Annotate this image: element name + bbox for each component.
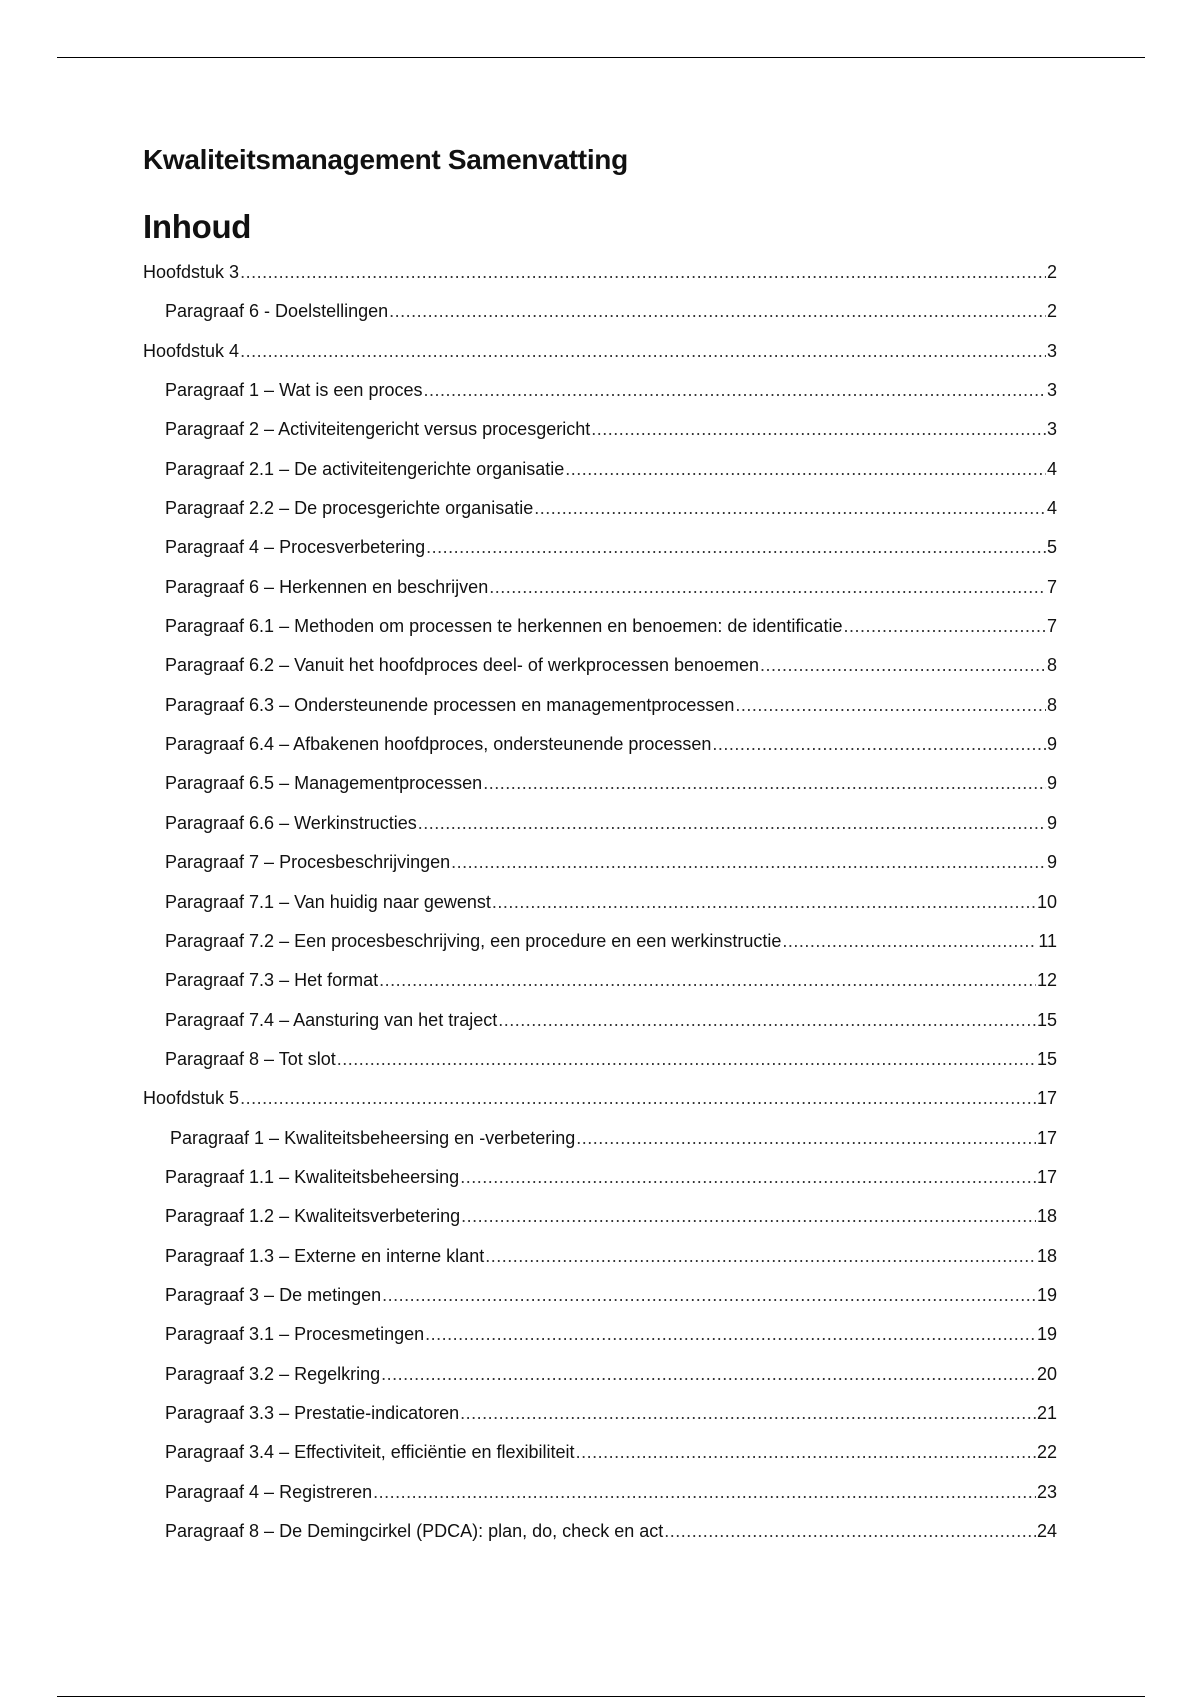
toc-entry[interactable]	[143, 970, 1057, 1009]
toc-entry[interactable]	[143, 262, 1057, 301]
toc-dot-leader	[381, 1364, 1036, 1385]
toc-entry[interactable]	[143, 577, 1057, 616]
toc-entry[interactable]	[143, 773, 1057, 812]
toc-entry-page-number: 18	[1036, 1245, 1057, 1266]
toc-entry-page-number: 15	[1036, 1009, 1057, 1030]
toc-dot-leader	[461, 1206, 1036, 1227]
toc-entry-label: Paragraaf 6.4 – Afbakenen hoofdproces, ondersteunende processen	[165, 734, 712, 755]
toc-entry[interactable]	[143, 1049, 1057, 1088]
toc-entry[interactable]	[143, 498, 1057, 537]
top-rule	[57, 57, 1145, 58]
toc-dot-leader	[843, 616, 1046, 637]
toc-dot-leader	[389, 301, 1046, 322]
toc-entry-label: Paragraaf 2.1 – De activiteitengerichte organisatie	[165, 458, 565, 479]
toc-entry[interactable]	[143, 1521, 1057, 1560]
toc-entry-page-number: 3	[1046, 340, 1057, 361]
toc-dot-leader	[426, 537, 1046, 558]
toc-entry-page-number: 9	[1046, 812, 1057, 833]
toc-entry-page-number: 7	[1046, 576, 1057, 597]
toc-entry-page-number: 24	[1036, 1521, 1057, 1541]
toc-entry[interactable]	[143, 1442, 1057, 1481]
toc-dot-leader	[485, 1246, 1036, 1267]
bottom-rule	[57, 1696, 1145, 1697]
toc-entry[interactable]	[143, 301, 1057, 340]
toc-entry-page-number: 9	[1046, 734, 1057, 755]
toc-dot-leader	[240, 1088, 1036, 1109]
toc-entry-label: Paragraaf 2 – Activiteitengericht versus procesgericht	[165, 419, 591, 440]
toc-entry-label: Paragraaf 1.2 – Kwaliteitsverbetering	[165, 1206, 461, 1227]
toc-entry-page-number: 19	[1036, 1284, 1057, 1305]
toc-dot-leader	[576, 1128, 1036, 1149]
toc-entry-label: Paragraaf 3.2 – Regelkring	[165, 1363, 381, 1384]
toc-entry-label: Paragraaf 7 – Procesbeschrijvingen	[165, 852, 451, 873]
toc-dot-leader	[782, 931, 1037, 952]
toc-entry-label: Paragraaf 3 – De metingen	[165, 1284, 382, 1305]
toc-entry-page-number: 3	[1046, 419, 1057, 440]
toc-entry[interactable]	[143, 1403, 1057, 1442]
toc-entry-label: Paragraaf 6.1 – Methoden om processen te herkennen en benoemen: de identificatie	[165, 616, 843, 637]
toc-entry-label: Paragraaf 6.3 – Ondersteunende processen en managementprocessen	[165, 694, 735, 715]
toc-dot-leader	[418, 813, 1046, 834]
toc-dot-leader	[712, 734, 1046, 755]
toc-dot-leader	[337, 1049, 1036, 1070]
toc-dot-leader	[451, 852, 1046, 873]
toc-entry-label: Paragraaf 7.1 – Van huidig naar gewenst	[165, 891, 491, 912]
toc-entry[interactable]	[143, 380, 1057, 419]
toc-entry-page-number: 20	[1036, 1363, 1057, 1384]
toc-entry-page-number: 4	[1046, 498, 1057, 519]
toc-dot-leader	[534, 498, 1046, 519]
toc-entry-page-number: 17	[1036, 1166, 1057, 1187]
toc-entry-label: Paragraaf 1.1 – Kwaliteitsbeheersing	[165, 1166, 460, 1187]
toc-entry-page-number: 3	[1046, 380, 1057, 401]
toc-entry-page-number: 2	[1046, 262, 1057, 282]
toc-entry-page-number: 23	[1036, 1481, 1057, 1502]
toc-entry-label: Paragraaf 7.4 – Aansturing van het traject	[165, 1009, 498, 1030]
toc-entry-label: Paragraaf 8 – De Demingcirkel (PDCA): plan, do, check en act	[165, 1521, 664, 1541]
document-title: Kwaliteitsmanagement Samenvatting	[143, 144, 628, 175]
toc-dot-leader	[460, 1403, 1036, 1424]
toc-entry-page-number: 18	[1036, 1206, 1057, 1227]
toc-entry-page-number: 8	[1046, 694, 1057, 715]
toc-dot-leader	[379, 970, 1036, 991]
toc-dot-leader	[483, 773, 1046, 794]
toc-dot-leader	[664, 1521, 1036, 1542]
toc-dot-leader	[576, 1442, 1036, 1463]
toc-dot-leader	[760, 655, 1046, 676]
toc-entry[interactable]	[143, 419, 1057, 458]
toc-entry-label: Paragraaf 4 – Procesverbetering	[165, 537, 426, 558]
toc-entry-label: Paragraaf 1 – Kwaliteitsbeheersing en -verbetering	[170, 1127, 576, 1148]
toc-entry-page-number: 8	[1046, 655, 1057, 676]
toc-entry-page-number: 4	[1046, 458, 1057, 479]
toc-entry-page-number: 19	[1036, 1324, 1057, 1345]
toc-entry-page-number: 5	[1046, 537, 1057, 558]
toc-entry-label: Hoofdstuk 4	[143, 340, 240, 361]
toc-entry[interactable]	[143, 1324, 1057, 1363]
toc-entry-label: Paragraaf 3.3 – Prestatie-indicatoren	[165, 1402, 460, 1423]
toc-heading: Inhoud	[143, 208, 252, 245]
toc-entry-label: Hoofdstuk 3	[143, 262, 240, 282]
toc-entry[interactable]	[143, 616, 1057, 655]
toc-entry-page-number: 15	[1036, 1048, 1057, 1069]
toc-entry-label: Paragraaf 6.2 – Vanuit het hoofdproces deel- of werkprocessen benoemen	[165, 655, 760, 676]
toc-entry[interactable]	[143, 1128, 1057, 1167]
toc-entry-label: Paragraaf 7.3 – Het format	[165, 970, 379, 991]
toc-entry-label: Paragraaf 6.6 – Werkinstructies	[165, 812, 417, 833]
toc-dot-leader	[498, 1010, 1036, 1031]
toc-entry[interactable]	[143, 1088, 1057, 1127]
toc-entry[interactable]	[143, 931, 1057, 970]
toc-entry-label: Paragraaf 4 – Registreren	[165, 1481, 373, 1502]
toc-dot-leader	[492, 892, 1036, 913]
toc-dot-leader	[489, 577, 1046, 598]
toc-entry-page-number: 22	[1036, 1442, 1057, 1463]
toc-entry[interactable]	[143, 813, 1057, 852]
toc-entry[interactable]	[143, 852, 1057, 891]
toc-entry-page-number: 2	[1046, 301, 1057, 322]
toc-entry-label: Paragraaf 2.2 – De procesgerichte organisatie	[165, 498, 534, 519]
toc-entry-page-number: 17	[1036, 1088, 1057, 1109]
toc-entry[interactable]	[143, 1482, 1057, 1521]
toc-entry-label: Paragraaf 8 – Tot slot	[165, 1048, 336, 1069]
toc-dot-leader	[425, 1324, 1036, 1345]
toc-entry-label: Paragraaf 6 - Doelstellingen	[165, 301, 389, 322]
toc-entry-page-number: 12	[1036, 970, 1057, 991]
toc-entry-label: Paragraaf 7.2 – Een procesbeschrijving, een procedure en een werkinstructie	[165, 930, 782, 951]
toc-dot-leader	[460, 1167, 1036, 1188]
toc-entry-label: Hoofdstuk 5	[143, 1088, 240, 1109]
table-of-contents	[143, 262, 1057, 1560]
toc-dot-leader	[373, 1482, 1036, 1503]
toc-entry-page-number: 11	[1038, 930, 1057, 951]
toc-entry[interactable]	[143, 1246, 1057, 1285]
toc-dot-leader	[735, 695, 1046, 716]
toc-entry[interactable]	[143, 655, 1057, 694]
toc-entry[interactable]	[143, 1206, 1057, 1245]
toc-dot-leader	[591, 419, 1046, 440]
toc-dot-leader	[423, 380, 1046, 401]
toc-entry[interactable]	[143, 892, 1057, 931]
toc-entry[interactable]	[143, 1364, 1057, 1403]
toc-entry[interactable]	[143, 695, 1057, 734]
toc-dot-leader	[382, 1285, 1036, 1306]
toc-entry[interactable]	[143, 1010, 1057, 1049]
toc-entry[interactable]	[143, 734, 1057, 773]
toc-entry-label: Paragraaf 3.1 – Procesmetingen	[165, 1324, 425, 1345]
toc-entry-label: Paragraaf 3.4 – Effectiviteit, efficiëntie en flexibiliteit	[165, 1442, 575, 1463]
toc-entry-page-number: 7	[1046, 616, 1057, 637]
toc-entry[interactable]	[143, 459, 1057, 498]
toc-entry-label: Paragraaf 1 – Wat is een proces	[165, 380, 423, 401]
toc-entry-label: Paragraaf 1.3 – Externe en interne klant	[165, 1245, 485, 1266]
toc-dot-leader	[240, 262, 1046, 283]
toc-entry-page-number: 9	[1046, 773, 1057, 794]
toc-entry[interactable]	[143, 1167, 1057, 1206]
toc-dot-leader	[565, 459, 1046, 480]
toc-entry[interactable]	[143, 341, 1057, 380]
toc-entry-page-number: 17	[1036, 1127, 1057, 1148]
toc-entry[interactable]	[143, 537, 1057, 576]
toc-entry-page-number: 9	[1046, 852, 1057, 873]
toc-entry-label: Paragraaf 6 – Herkennen en beschrijven	[165, 576, 489, 597]
toc-dot-leader	[240, 341, 1046, 362]
toc-entry-page-number: 21	[1036, 1402, 1057, 1423]
toc-entry[interactable]	[143, 1285, 1057, 1324]
toc-entry-label: Paragraaf 6.5 – Managementprocessen	[165, 773, 483, 794]
toc-entry-page-number: 10	[1036, 891, 1057, 912]
